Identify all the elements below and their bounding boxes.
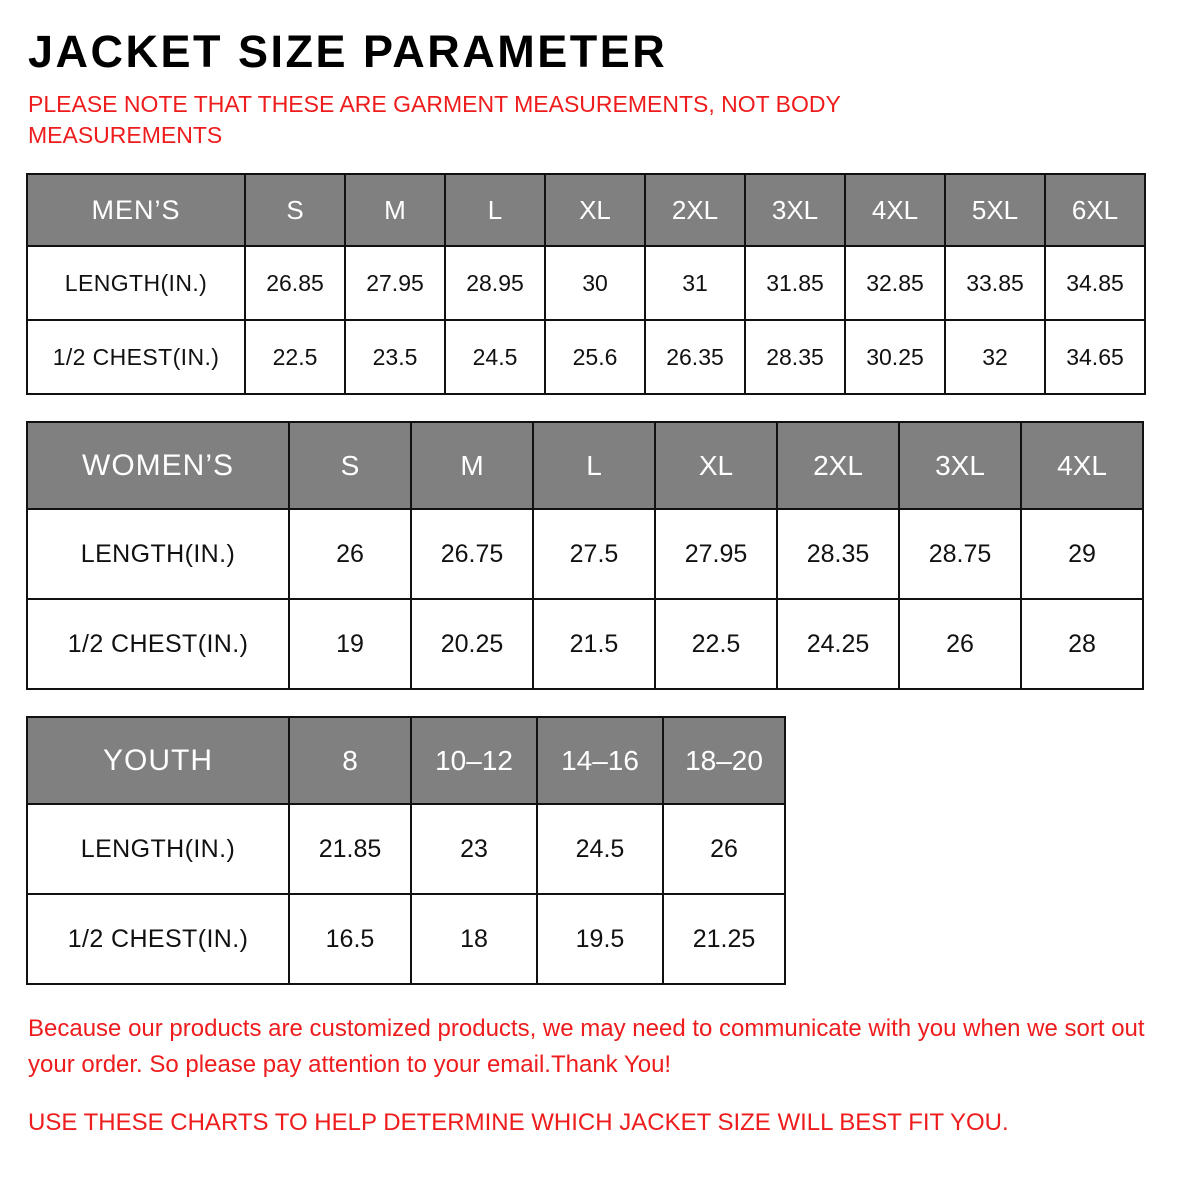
- womens-header-label: WOMEN’S: [27, 422, 289, 509]
- measurement-cell: 16.5: [289, 894, 411, 984]
- size-header-cell: 5XL: [945, 174, 1045, 246]
- size-header-cell: 4XL: [1021, 422, 1143, 509]
- table-row: [27, 246, 1145, 320]
- measurement-cell: 30.25: [845, 320, 945, 394]
- measurement-cell: 26.35: [645, 320, 745, 394]
- row-label: LENGTH(IN.): [27, 246, 245, 320]
- size-header-cell: S: [245, 174, 345, 246]
- measurement-cell: 34.85: [1045, 246, 1145, 320]
- size-header-cell: 3XL: [745, 174, 845, 246]
- measurement-cell: 21.25: [663, 894, 785, 984]
- row-label: LENGTH(IN.): [27, 509, 289, 599]
- measurement-cell: 24.25: [777, 599, 899, 689]
- measurement-cell: 28.75: [899, 509, 1021, 599]
- measurement-cell: 30: [545, 246, 645, 320]
- measurement-cell: 26: [663, 804, 785, 894]
- measurement-cell: 21.85: [289, 804, 411, 894]
- size-header-cell: 18–20: [663, 717, 785, 804]
- table-header-row: [27, 174, 1145, 246]
- measurement-cell: 32.85: [845, 246, 945, 320]
- measurement-cell: 23.5: [345, 320, 445, 394]
- footer-note-custom-products: Because our products are customized products, we may need to communicate with you when we sort out your order. So please pay attention to your email.Thank You!: [28, 1015, 1145, 1079]
- measurement-cell: 23: [411, 804, 537, 894]
- measurement-cell: 27.95: [655, 509, 777, 599]
- measurement-note: PLEASE NOTE THAT THESE ARE GARMENT MEASUREMENTS, NOT BODY MEASUREMENTS: [28, 91, 841, 149]
- womens-size-table: [26, 421, 1144, 690]
- measurement-cell: 22.5: [245, 320, 345, 394]
- size-header-cell: L: [445, 174, 545, 246]
- table-row: [27, 320, 1145, 394]
- size-header-cell: XL: [655, 422, 777, 509]
- measurement-cell: 34.65: [1045, 320, 1145, 394]
- row-label: 1/2 CHEST(IN.): [27, 320, 245, 394]
- measurement-cell: 28.95: [445, 246, 545, 320]
- size-header-cell: 14–16: [537, 717, 663, 804]
- size-header-cell: 3XL: [899, 422, 1021, 509]
- page-title: JACKET SIZE PARAMETER: [28, 26, 668, 77]
- measurement-cell: 28: [1021, 599, 1143, 689]
- table-row: [27, 894, 785, 984]
- table-row: [27, 599, 1143, 689]
- measurement-cell: 28.35: [745, 320, 845, 394]
- size-header-cell: M: [345, 174, 445, 246]
- table-row: [27, 804, 785, 894]
- measurement-cell: 18: [411, 894, 537, 984]
- footer-note-use-charts: USE THESE CHARTS TO HELP DETERMINE WHICH JACKET SIZE WILL BEST FIT YOU.: [28, 1109, 1009, 1137]
- measurement-cell: 20.25: [411, 599, 533, 689]
- size-header-cell: S: [289, 422, 411, 509]
- mens-header-label: MEN’S: [27, 174, 245, 246]
- size-header-cell: 2XL: [777, 422, 899, 509]
- measurement-cell: 19: [289, 599, 411, 689]
- size-header-cell: 2XL: [645, 174, 745, 246]
- youth-size-table: [26, 716, 786, 985]
- measurement-cell: 24.5: [537, 804, 663, 894]
- size-header-cell: 4XL: [845, 174, 945, 246]
- measurement-cell: 19.5: [537, 894, 663, 984]
- size-header-cell: L: [533, 422, 655, 509]
- size-header-cell: 6XL: [1045, 174, 1145, 246]
- measurement-cell: 22.5: [655, 599, 777, 689]
- table-header-row: [27, 717, 785, 804]
- measurement-cell: 24.5: [445, 320, 545, 394]
- measurement-cell: 26.75: [411, 509, 533, 599]
- table-header-row: [27, 422, 1143, 509]
- measurement-cell: 25.6: [545, 320, 645, 394]
- size-header-cell: 10–12: [411, 717, 537, 804]
- youth-header-label: YOUTH: [27, 717, 289, 804]
- measurement-cell: 27.5: [533, 509, 655, 599]
- measurement-cell: 26: [899, 599, 1021, 689]
- measurement-cell: 29: [1021, 509, 1143, 599]
- row-label: 1/2 CHEST(IN.): [27, 894, 289, 984]
- size-header-cell: XL: [545, 174, 645, 246]
- measurement-cell: 28.35: [777, 509, 899, 599]
- measurement-cell: 27.95: [345, 246, 445, 320]
- measurement-cell: 33.85: [945, 246, 1045, 320]
- size-header-cell: M: [411, 422, 533, 509]
- measurement-cell: 26.85: [245, 246, 345, 320]
- measurement-cell: 31: [645, 246, 745, 320]
- row-label: 1/2 CHEST(IN.): [27, 599, 289, 689]
- measurement-cell: 26: [289, 509, 411, 599]
- table-row: [27, 509, 1143, 599]
- measurement-cell: 32: [945, 320, 1045, 394]
- row-label: LENGTH(IN.): [27, 804, 289, 894]
- mens-size-table: [26, 173, 1146, 395]
- measurement-cell: 21.5: [533, 599, 655, 689]
- measurement-cell: 31.85: [745, 246, 845, 320]
- size-header-cell: 8: [289, 717, 411, 804]
